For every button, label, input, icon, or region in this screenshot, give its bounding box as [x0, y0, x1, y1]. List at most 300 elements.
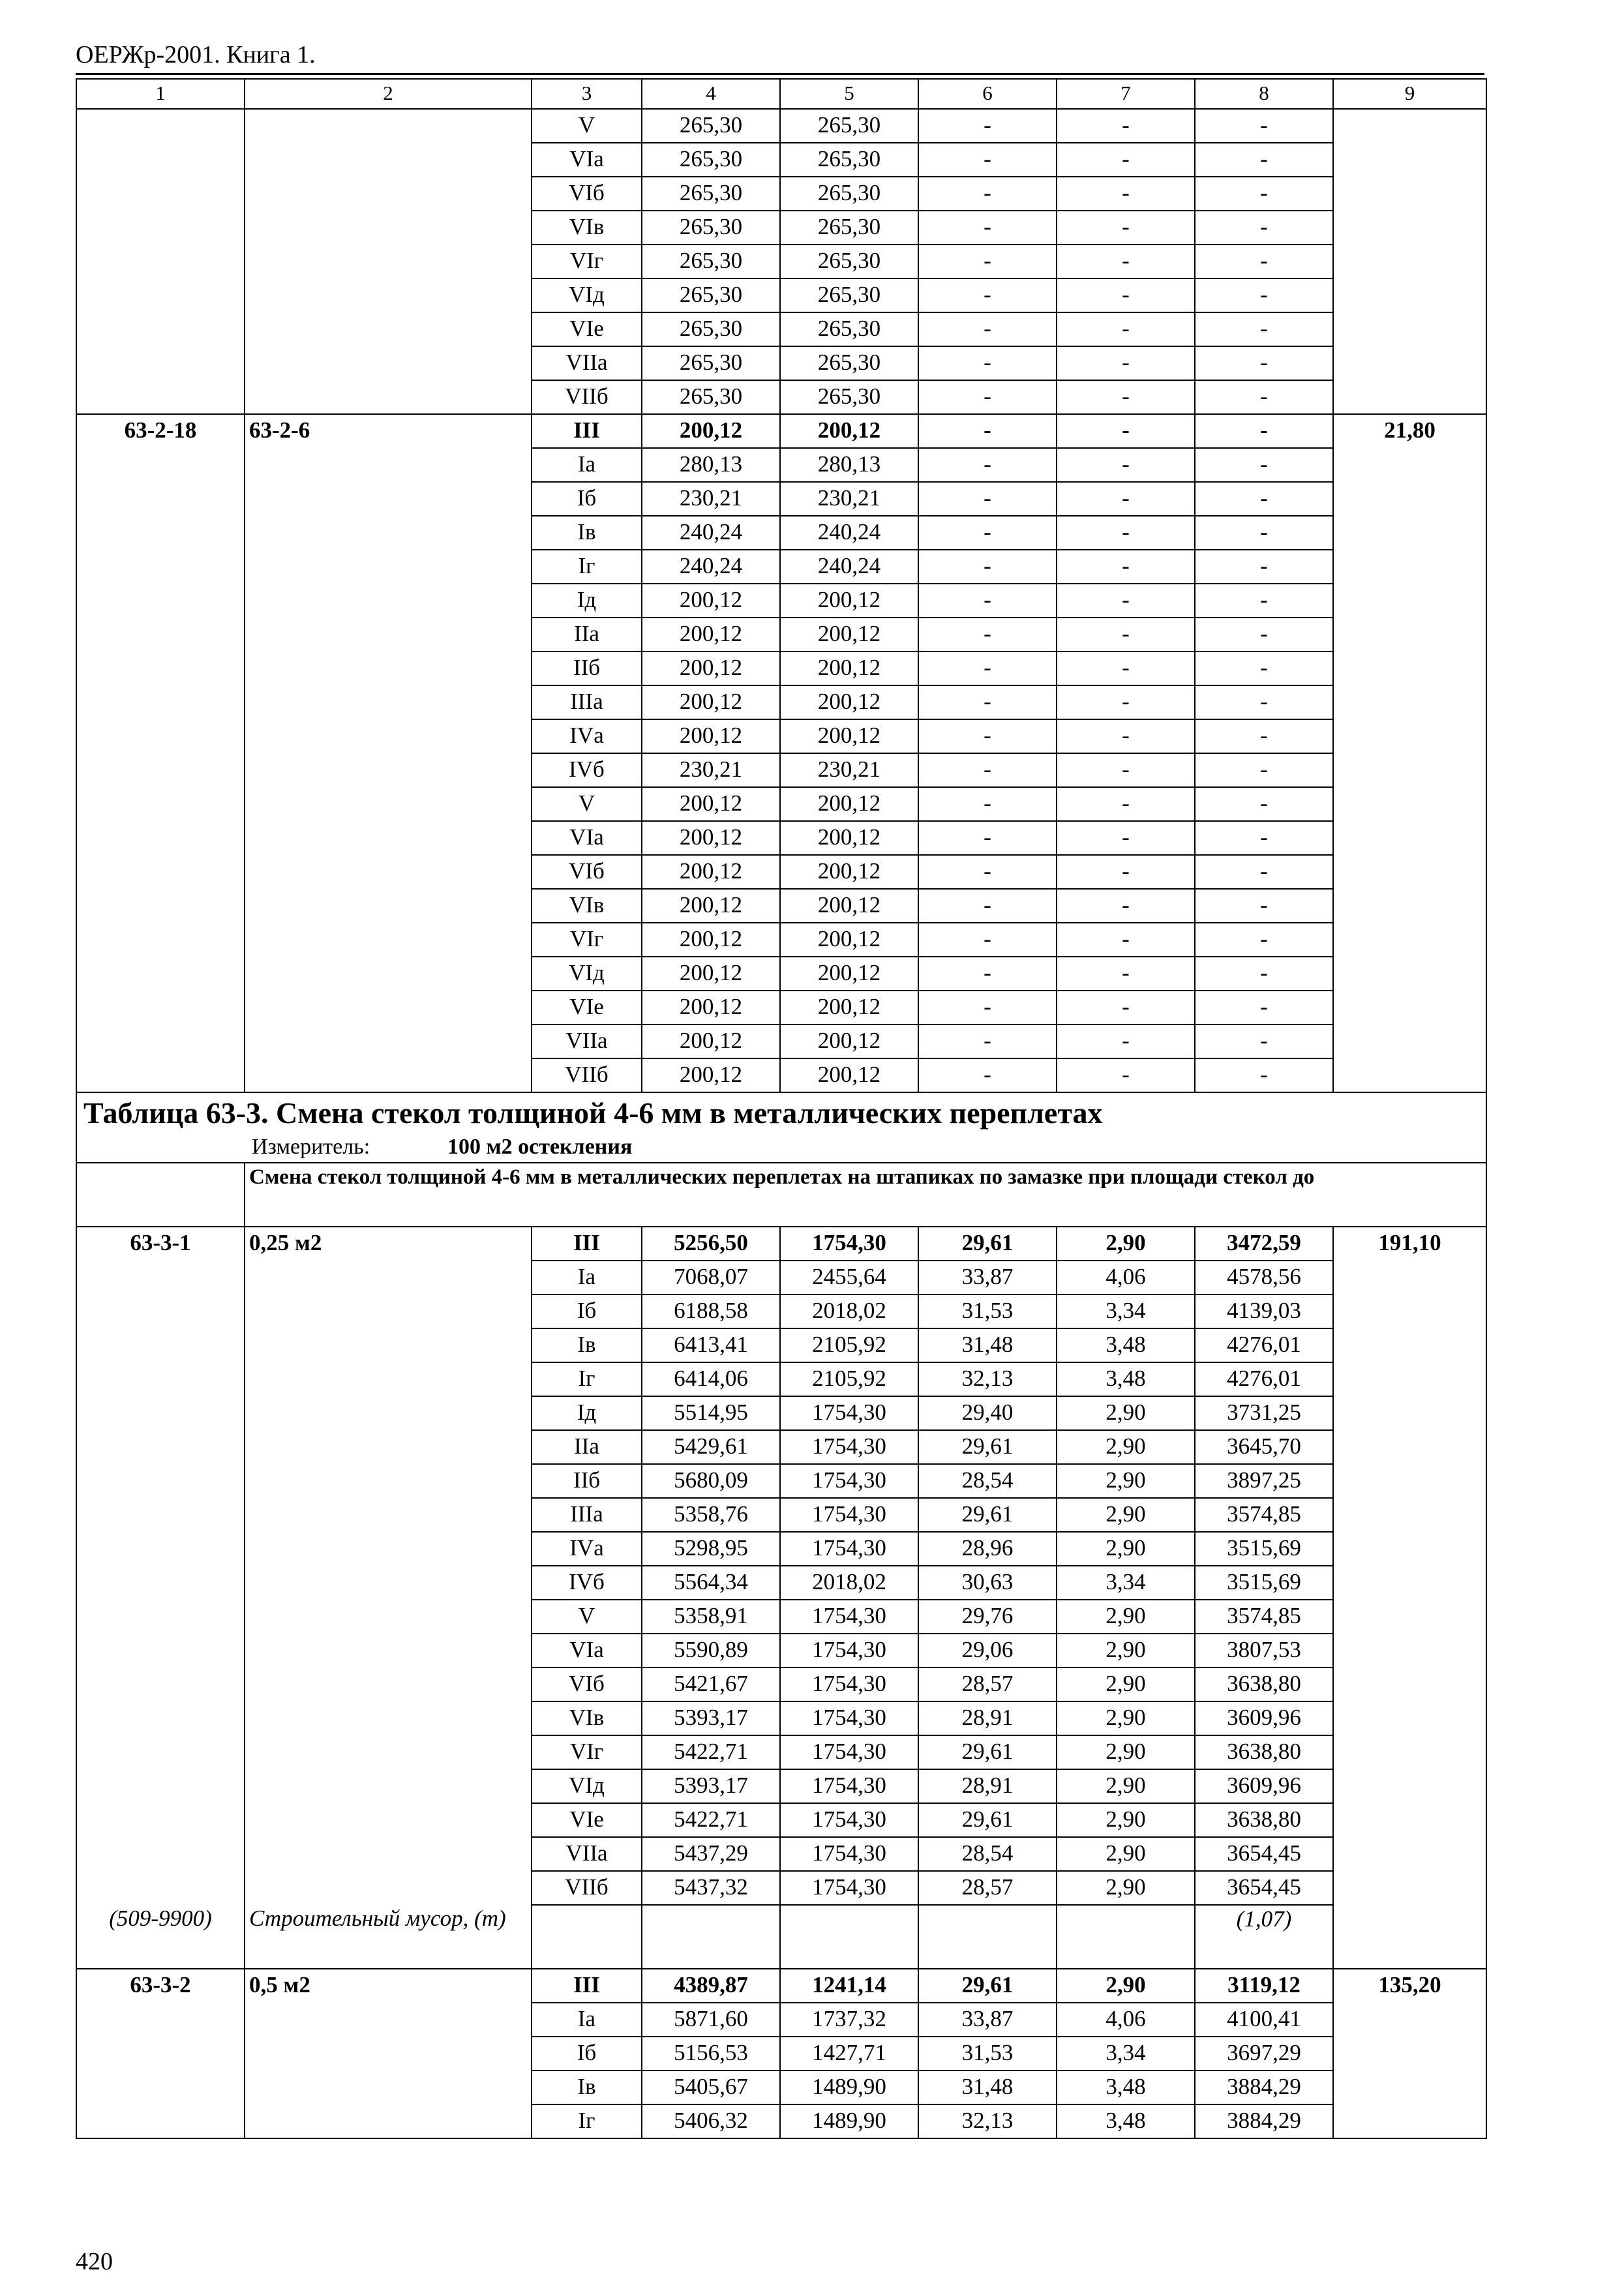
- table-cell: 5393,17: [642, 1701, 780, 1735]
- item-name: 0,25 м2: [245, 1227, 532, 1905]
- table-cell: 5437,32: [642, 1871, 780, 1905]
- measure-label: Измеритель:: [252, 1135, 370, 1159]
- table-cell: 200,12: [642, 855, 780, 889]
- column-number: 4: [642, 79, 780, 109]
- table-cell: 33,87: [918, 1261, 1057, 1294]
- table-cell: 3,34: [1057, 1566, 1195, 1600]
- table-cell: 2,90: [1057, 1668, 1195, 1701]
- table-cell: Iб: [532, 1294, 642, 1328]
- table-cell: [1057, 1905, 1195, 1969]
- table-cell: [780, 1905, 918, 1969]
- table-cell: 1754,30: [780, 1803, 918, 1837]
- table-cell: 5358,91: [642, 1600, 780, 1634]
- table-cell: 3697,29: [1195, 2037, 1333, 2071]
- table-cell: 29,61: [918, 1803, 1057, 1837]
- table-cell: Iа: [532, 448, 642, 482]
- table-cell: -: [1195, 618, 1333, 651]
- table-cell: Iг: [532, 1362, 642, 1396]
- table-cell: -: [918, 685, 1057, 719]
- table-cell: VIд: [532, 278, 642, 312]
- table-cell: 5421,67: [642, 1668, 780, 1701]
- table-cell: -: [918, 177, 1057, 211]
- table-cell: 265,30: [642, 380, 780, 414]
- table-cell: 265,30: [780, 245, 918, 278]
- table-cell: 5358,76: [642, 1498, 780, 1532]
- table-cell: 265,30: [642, 109, 780, 143]
- table-cell: V: [532, 109, 642, 143]
- table-cell: VIд: [532, 957, 642, 991]
- table-cell: 29,61: [918, 1969, 1057, 2003]
- table-cell: 3609,96: [1195, 1769, 1333, 1803]
- table-cell: 5590,89: [642, 1634, 780, 1668]
- table-cell: IVб: [532, 753, 642, 787]
- table-cell: 1241,14: [780, 1969, 918, 2003]
- table-cell: 1754,30: [780, 1837, 918, 1871]
- table-cell: 3654,45: [1195, 1871, 1333, 1905]
- item-name: 0,5 м2: [245, 1969, 532, 2138]
- table-cell: 265,30: [642, 177, 780, 211]
- table-cell: 5422,71: [642, 1803, 780, 1837]
- table-cell: Iг: [532, 550, 642, 584]
- header-rule: [76, 73, 1484, 75]
- table-cell: 230,21: [642, 482, 780, 516]
- table-cell: 200,12: [780, 1025, 918, 1058]
- table-cell: -: [918, 651, 1057, 685]
- column-number: 6: [918, 79, 1057, 109]
- table-cell: 2,90: [1057, 1430, 1195, 1464]
- table-cell: 200,12: [780, 855, 918, 889]
- table-cell: IIа: [532, 1430, 642, 1464]
- table-cell: Iв: [532, 2071, 642, 2104]
- table-cell: -: [1057, 957, 1195, 991]
- table-cell: -: [1195, 312, 1333, 346]
- table-cell: 31,53: [918, 2037, 1057, 2071]
- table-cell: -: [918, 482, 1057, 516]
- table-cell: Iг: [532, 2104, 642, 2138]
- table-cell: -: [1057, 143, 1195, 177]
- table-cell: -: [1195, 516, 1333, 550]
- table-cell: -: [918, 957, 1057, 991]
- table-cell: -: [1195, 278, 1333, 312]
- table-cell: -: [1057, 753, 1195, 787]
- table-cell: 280,13: [642, 448, 780, 482]
- table-cell: 230,21: [780, 482, 918, 516]
- table-cell: 3574,85: [1195, 1498, 1333, 1532]
- table-cell: 6188,58: [642, 1294, 780, 1328]
- table-cell: VIв: [532, 1701, 642, 1735]
- table-cell: 2,90: [1057, 1803, 1195, 1837]
- column-number: 9: [1333, 79, 1486, 109]
- table-cell: 230,21: [642, 753, 780, 787]
- table-cell: -: [918, 1025, 1057, 1058]
- table-cell: 1754,30: [780, 1701, 918, 1735]
- table-cell: 5156,53: [642, 2037, 780, 2071]
- table-cell: 265,30: [642, 346, 780, 380]
- column-number: 8: [1195, 79, 1333, 109]
- table-cell: -: [1195, 346, 1333, 380]
- table-cell: 28,96: [918, 1532, 1057, 1566]
- table-cell: -: [1057, 1058, 1195, 1092]
- table-cell: 200,12: [642, 957, 780, 991]
- table-cell: -: [1057, 109, 1195, 143]
- table-cell: 200,12: [780, 618, 918, 651]
- table-cell: 3515,69: [1195, 1532, 1333, 1566]
- table-cell: -: [1195, 482, 1333, 516]
- table-cell: IIIа: [532, 685, 642, 719]
- table-row: [76, 414, 1486, 448]
- table-cell: -: [1195, 414, 1333, 448]
- table-cell: 5405,67: [642, 2071, 780, 2104]
- table-cell: III: [532, 1227, 642, 1261]
- table-cell: 1737,32: [780, 2003, 918, 2037]
- table-cell: 1489,90: [780, 2071, 918, 2104]
- table-cell: 1754,30: [780, 1227, 918, 1261]
- table-cell: -: [1057, 516, 1195, 550]
- table-cell: V: [532, 1600, 642, 1634]
- table-cell: 200,12: [780, 584, 918, 618]
- table-cell: 1754,30: [780, 1871, 918, 1905]
- table-cell: 2018,02: [780, 1566, 918, 1600]
- table-cell: -: [918, 414, 1057, 448]
- empty-cell: [76, 1163, 245, 1227]
- table-cell: 5564,34: [642, 1566, 780, 1600]
- table-cell: 265,30: [780, 177, 918, 211]
- table-cell: 3884,29: [1195, 2104, 1333, 2138]
- table-cell: 4276,01: [1195, 1328, 1333, 1362]
- table-cell: 200,12: [642, 1058, 780, 1092]
- table-row: [76, 1092, 1486, 1163]
- table-cell: 5871,60: [642, 2003, 780, 2037]
- table-cell: 200,12: [780, 821, 918, 855]
- table-cell: -: [1057, 550, 1195, 584]
- table-row: [76, 109, 1486, 143]
- table-cell: VIг: [532, 1735, 642, 1769]
- table-cell: 1754,30: [780, 1600, 918, 1634]
- table-cell: 1754,30: [780, 1464, 918, 1498]
- table-cell: 28,91: [918, 1701, 1057, 1735]
- table-cell: -: [1195, 1058, 1333, 1092]
- table-cell: [532, 1905, 642, 1969]
- table-cell: [918, 1905, 1057, 1969]
- table-cell: 5422,71: [642, 1735, 780, 1769]
- table-cell: -: [918, 889, 1057, 923]
- table-cell: -: [1057, 278, 1195, 312]
- table-cell: 28,91: [918, 1769, 1057, 1803]
- table-cell: 265,30: [642, 278, 780, 312]
- table-cell: 29,61: [918, 1430, 1057, 1464]
- table-cell: 240,24: [642, 550, 780, 584]
- table-cell: VIIб: [532, 1871, 642, 1905]
- table-cell: 200,12: [780, 923, 918, 957]
- table-cell: 265,30: [642, 143, 780, 177]
- table-cell: -: [1057, 1025, 1195, 1058]
- measure-value: 100 м2 остекления: [447, 1135, 633, 1159]
- table-cell: Iа: [532, 1261, 642, 1294]
- table-cell: 28,54: [918, 1464, 1057, 1498]
- table-cell: 5406,32: [642, 2104, 780, 2138]
- table-cell: 265,30: [780, 143, 918, 177]
- table-cell: 2,90: [1057, 1769, 1195, 1803]
- column-number: 1: [76, 79, 245, 109]
- table-cell: -: [1057, 855, 1195, 889]
- table-cell: 265,30: [780, 278, 918, 312]
- table-cell: -: [1195, 448, 1333, 482]
- table-cell: 1754,30: [780, 1532, 918, 1566]
- table-cell: -: [1057, 211, 1195, 245]
- table-cell: VIг: [532, 245, 642, 278]
- column-number: 2: [245, 79, 532, 109]
- table-cell: -: [918, 618, 1057, 651]
- table-cell: 2,90: [1057, 1701, 1195, 1735]
- table-cell: -: [1057, 618, 1195, 651]
- table-cell: -: [918, 278, 1057, 312]
- table-cell: 2105,92: [780, 1362, 918, 1396]
- table-cell: VIа: [532, 143, 642, 177]
- table-cell: -: [1057, 245, 1195, 278]
- table-cell: -: [918, 245, 1057, 278]
- table-cell: -: [1195, 245, 1333, 278]
- table-cell: V: [532, 787, 642, 821]
- table-cell: 3638,80: [1195, 1803, 1333, 1837]
- table-cell: 2455,64: [780, 1261, 918, 1294]
- table-cell: -: [918, 312, 1057, 346]
- table-cell: 4389,87: [642, 1969, 780, 2003]
- table-cell: -: [918, 991, 1057, 1025]
- table-cell: -: [918, 584, 1057, 618]
- table-cell: 32,13: [918, 1362, 1057, 1396]
- table-cell: VIIб: [532, 1058, 642, 1092]
- table-cell: -: [1195, 177, 1333, 211]
- table-cell: Iа: [532, 2003, 642, 2037]
- table-cell: 28,54: [918, 1837, 1057, 1871]
- table-cell: 200,12: [642, 923, 780, 957]
- table-cell: -: [1057, 380, 1195, 414]
- table-cell: 3654,45: [1195, 1837, 1333, 1871]
- table-cell: 2,90: [1057, 1498, 1195, 1532]
- table-cell: 200,12: [780, 957, 918, 991]
- table-cell: 1754,30: [780, 1634, 918, 1668]
- item-code: [76, 109, 245, 414]
- material-code: (509-9900): [76, 1905, 245, 1969]
- table-cell: IIб: [532, 651, 642, 685]
- item-total: 191,10: [1333, 1227, 1486, 1969]
- table-cell: Iб: [532, 2037, 642, 2071]
- table-cell: 3638,80: [1195, 1735, 1333, 1769]
- table-cell: 200,12: [780, 889, 918, 923]
- table-cell: VIе: [532, 1803, 642, 1837]
- table-cell: 1427,71: [780, 2037, 918, 2071]
- table-cell: -: [1057, 312, 1195, 346]
- table-cell: 3638,80: [1195, 1668, 1333, 1701]
- table-cell: 2105,92: [780, 1328, 918, 1362]
- table-cell: -: [1195, 889, 1333, 923]
- table-cell: 3807,53: [1195, 1634, 1333, 1668]
- subsection-title: Смена стекол толщиной 4-6 мм в металлических переплетах на штапиках по замазке при площади стекол до: [245, 1163, 1486, 1227]
- table-cell: 29,61: [918, 1227, 1057, 1261]
- table-row: [76, 1227, 1486, 1261]
- table-cell: 29,76: [918, 1600, 1057, 1634]
- item-code: 63-2-18: [76, 414, 245, 1092]
- table-cell: 200,12: [780, 1058, 918, 1092]
- table-cell: 3,48: [1057, 1328, 1195, 1362]
- table-section-header: [76, 1092, 1486, 1163]
- table-cell: -: [918, 923, 1057, 957]
- table-cell: 3609,96: [1195, 1701, 1333, 1735]
- material-value: (1,07): [1195, 1905, 1333, 1969]
- item-total: 135,20: [1333, 1969, 1486, 2138]
- table-row: [76, 1163, 1486, 1227]
- table-cell: 33,87: [918, 2003, 1057, 2037]
- table-cell: 200,12: [780, 651, 918, 685]
- table-cell: 29,61: [918, 1498, 1057, 1532]
- table-cell: VIб: [532, 177, 642, 211]
- table-cell: 3,34: [1057, 1294, 1195, 1328]
- table-cell: 29,61: [918, 1735, 1057, 1769]
- table-cell: 280,13: [780, 448, 918, 482]
- table-cell: -: [918, 550, 1057, 584]
- table-cell: IIа: [532, 618, 642, 651]
- table-cell: IIб: [532, 1464, 642, 1498]
- table-cell: 29,06: [918, 1634, 1057, 1668]
- measure-line: [77, 1133, 1486, 1162]
- table-cell: 265,30: [780, 380, 918, 414]
- table-cell: 1754,30: [780, 1498, 918, 1532]
- table-cell: 230,21: [780, 753, 918, 787]
- table-cell: -: [1195, 550, 1333, 584]
- table-cell: 3574,85: [1195, 1600, 1333, 1634]
- table-cell: 4139,03: [1195, 1294, 1333, 1328]
- table-cell: -: [918, 753, 1057, 787]
- item-name: [245, 109, 532, 414]
- table-cell: 5256,50: [642, 1227, 780, 1261]
- column-number: 3: [532, 79, 642, 109]
- table-cell: 265,30: [780, 312, 918, 346]
- table-cell: Iд: [532, 584, 642, 618]
- table-cell: 265,30: [642, 211, 780, 245]
- page-header: ОЕРЖр-2001. Книга 1.: [76, 41, 316, 68]
- table-cell: 7068,07: [642, 1261, 780, 1294]
- table-cell: VIг: [532, 923, 642, 957]
- table-cell: 200,12: [642, 651, 780, 685]
- table-cell: 1754,30: [780, 1430, 918, 1464]
- table-cell: VIе: [532, 312, 642, 346]
- table-cell: -: [918, 719, 1057, 753]
- table-cell: 265,30: [642, 312, 780, 346]
- table-cell: 3,48: [1057, 2071, 1195, 2104]
- table-cell: Iд: [532, 1396, 642, 1430]
- table-cell: 3731,25: [1195, 1396, 1333, 1430]
- table-cell: -: [1057, 685, 1195, 719]
- table-cell: VIв: [532, 889, 642, 923]
- table-cell: 5514,95: [642, 1396, 780, 1430]
- table-cell: -: [918, 143, 1057, 177]
- table-cell: IVа: [532, 1532, 642, 1566]
- table-cell: -: [1057, 787, 1195, 821]
- table-cell: -: [1057, 448, 1195, 482]
- material-name: Строительный мусор, (т): [245, 1905, 532, 1969]
- table-cell: -: [918, 1058, 1057, 1092]
- table-cell: -: [1195, 1025, 1333, 1058]
- table-cell: -: [1057, 651, 1195, 685]
- table-cell: -: [918, 516, 1057, 550]
- table-cell: 6414,06: [642, 1362, 780, 1396]
- table-cell: III: [532, 1969, 642, 2003]
- table-cell: -: [1195, 753, 1333, 787]
- table-cell: VIIа: [532, 346, 642, 380]
- table-cell: -: [1057, 177, 1195, 211]
- table-row: [76, 1969, 1486, 2003]
- table-cell: 3119,12: [1195, 1969, 1333, 2003]
- table-cell: -: [1057, 482, 1195, 516]
- table-cell: 3897,25: [1195, 1464, 1333, 1498]
- table-cell: -: [1195, 685, 1333, 719]
- table-cell: VIа: [532, 821, 642, 855]
- table-cell: 5393,17: [642, 1769, 780, 1803]
- table-cell: 240,24: [642, 516, 780, 550]
- table-cell: 200,12: [780, 787, 918, 821]
- table-cell: 3,48: [1057, 2104, 1195, 2138]
- table-cell: 200,12: [642, 1025, 780, 1058]
- table-cell: IIIа: [532, 1498, 642, 1532]
- table-cell: 200,12: [642, 618, 780, 651]
- table-cell: 5429,61: [642, 1430, 780, 1464]
- table-cell: -: [918, 346, 1057, 380]
- table-cell: 2,90: [1057, 1735, 1195, 1769]
- table-cell: -: [1057, 821, 1195, 855]
- table-cell: 3515,69: [1195, 1566, 1333, 1600]
- table-cell: 2,90: [1057, 1396, 1195, 1430]
- table-cell: 240,24: [780, 516, 918, 550]
- table-cell: 32,13: [918, 2104, 1057, 2138]
- table-cell: 31,48: [918, 2071, 1057, 2104]
- table-cell: -: [1195, 651, 1333, 685]
- table-cell: 3884,29: [1195, 2071, 1333, 2104]
- table-cell: VIб: [532, 1668, 642, 1701]
- table-cell: 29,40: [918, 1396, 1057, 1430]
- table-cell: -: [918, 855, 1057, 889]
- table-cell: -: [1057, 719, 1195, 753]
- table-cell: 2,90: [1057, 1464, 1195, 1498]
- table-cell: -: [918, 109, 1057, 143]
- table-cell: IVа: [532, 719, 642, 753]
- table-cell: 200,12: [642, 787, 780, 821]
- table-cell: 4578,56: [1195, 1261, 1333, 1294]
- item-code: 63-3-2: [76, 1969, 245, 2138]
- table-cell: [642, 1905, 780, 1969]
- table-cell: -: [918, 821, 1057, 855]
- table-cell: VIIб: [532, 380, 642, 414]
- table-cell: 200,12: [780, 685, 918, 719]
- table-cell: Iв: [532, 516, 642, 550]
- table-cell: 200,12: [642, 889, 780, 923]
- table-cell: -: [1195, 380, 1333, 414]
- table-cell: 30,63: [918, 1566, 1057, 1600]
- table-cell: 1754,30: [780, 1396, 918, 1430]
- table-cell: VIв: [532, 211, 642, 245]
- table-cell: -: [1057, 923, 1195, 957]
- table-title: Таблица 63-3. Смена стекол толщиной 4-6 мм в металлических переплетах: [83, 1096, 1103, 1130]
- table-cell: -: [1195, 787, 1333, 821]
- table-cell: 4100,41: [1195, 2003, 1333, 2037]
- table-cell: VIIа: [532, 1837, 642, 1871]
- table-cell: 28,57: [918, 1668, 1057, 1701]
- table-cell: 3645,70: [1195, 1430, 1333, 1464]
- column-number: 5: [780, 79, 918, 109]
- table-cell: 200,12: [642, 991, 780, 1025]
- table-cell: VIа: [532, 1634, 642, 1668]
- table-cell: -: [1057, 346, 1195, 380]
- table-cell: -: [918, 380, 1057, 414]
